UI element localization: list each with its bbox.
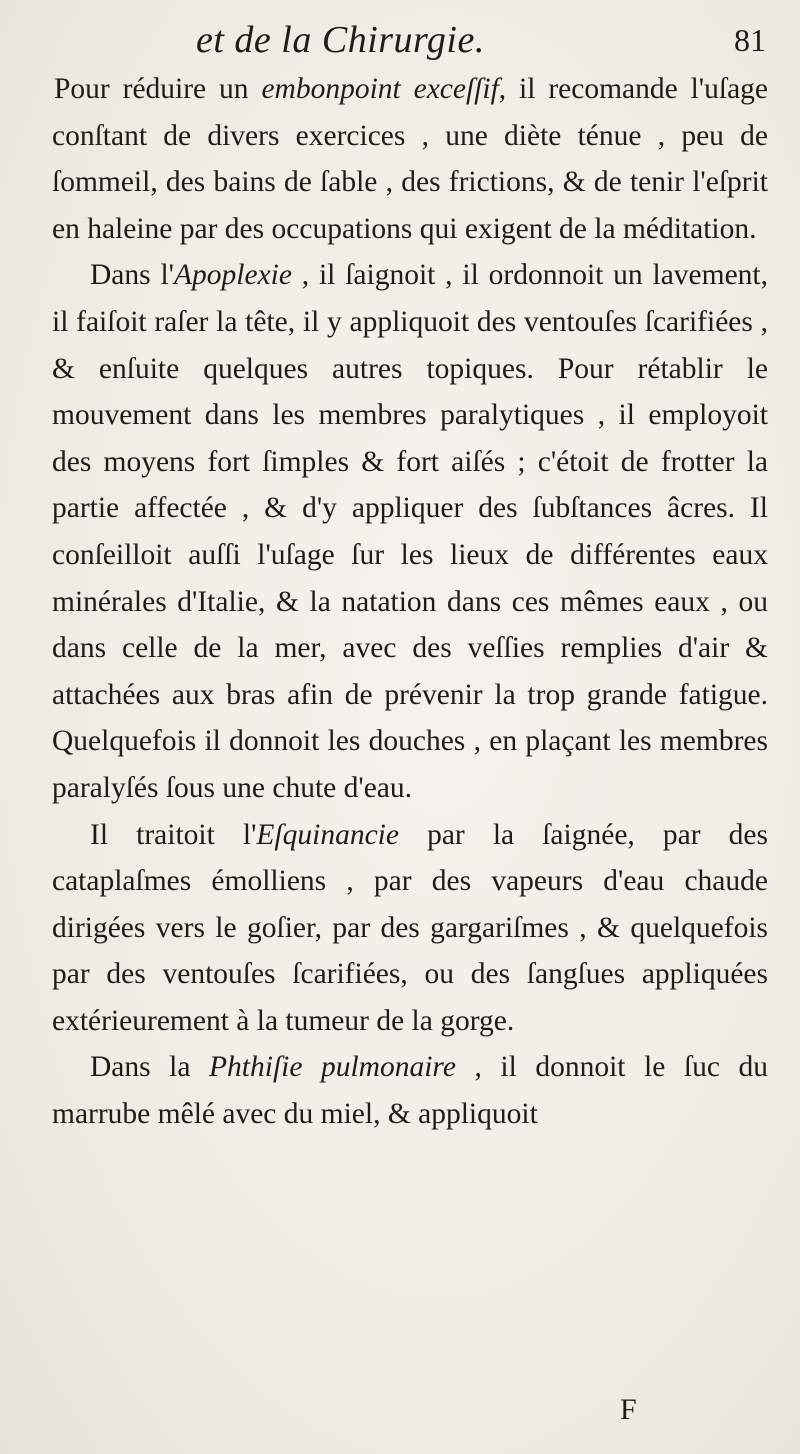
text-run: Pour réduire un [54,73,262,105]
text-run: Dans l' [90,259,174,292]
italic-term: Eſquinancie [256,818,399,851]
body-text [52,66,768,1138]
text-run: Dans la [90,1051,210,1084]
text-run: , il ſaignoit , il ordonnoit un lavement, il faiſoit raſer la tête, il y appliquoit des ventouſes ſcarifiées , & enſuite quelques autres topiques. Pour rétablir le mouvement dans les membres paralytiques , il employoit des moyens fort ſimples & fort aiſés ; c'étoit de frotter la partie affectée , & d'y appliquer des ſubſtances âcres. Il conſeilloit auſſi l'uſage ſur les lieux de différentes eaux minérales d'Italie, & la natation dans ces mêmes eaux , ou dans celle de la mer, avec des veſſies remplies d'air & attachées aux bras afin de prévenir la trop grande fatigue. Quelquefois il donnoit les douches , en plaçant les membres paralyſés ſous une chute d'eau. [52,259,769,804]
text-run: , il recomande l'uſage conſtant de divers exercices , une diète ténue , peu de ſommeil, des bains de ſable , des frictions, & de tenir l'eſprit en haleine par des occupations qui exigent de la méditation. [52,73,769,245]
running-head [196,14,766,66]
paragraph-embonpoint [52,66,768,252]
text-run: Il traitoit l' [90,818,257,851]
italic-term: embonpoint exceſſif [261,73,499,105]
paragraph-phthisie [52,1044,768,1137]
catchword: F [620,1393,637,1426]
running-title: et de la Chirurgie. [196,19,485,61]
italic-term: Apoplexie [173,259,292,292]
paragraph-apoplexie [52,252,768,811]
italic-term: Phthiſie pulmonaire [209,1051,456,1084]
text-run: , il donnoit le ſuc du marrube mêlé avec du miel, & appliquoit [52,1051,768,1131]
text-run: par la ſaignée, par des cataplaſmes émolliens , par des vapeurs d'eau chaude dirigées vers le goſier, par des gargariſmes , & quelquefois par des ventouſes ſcarifiées, ou des ſangſues appliquées extérieurement à la tumeur de la gorge. [52,818,768,1037]
paragraph-esquinancie [52,812,768,1045]
page-number: 81 [734,22,766,58]
